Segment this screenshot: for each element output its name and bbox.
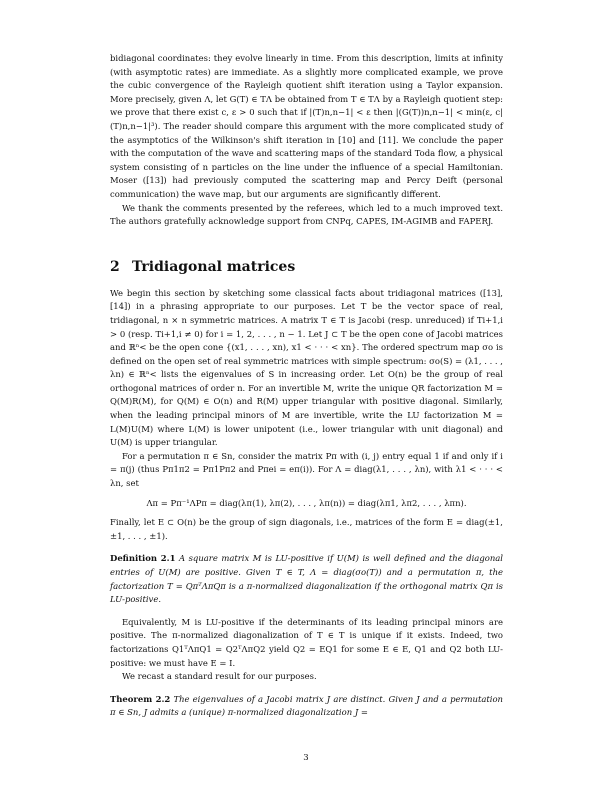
display-equation: Λπ = Pπ⁻¹ΛPπ = diag(λπ(1), λπ(2), . . . , λπ(n)) = diag(λπ1, λπ2, . . . , λπn).: [146, 497, 467, 508]
intro-paragraph: bidiagonal coordinates: they evolve linearly in time. From this description, limits at infinity (with asymptotic rates) are immediate. As a slightly more complicated example, we prove the cubic convergence of the Rayleigh quotient shift iteration using a Taylor expansion. More precisely, given Λ, let G(T) ∈ TΛ be obtained from T ∈ TΛ by a Rayleigh quotient step: we prove that there exist c, ε > 0 such that if |(T)n,n−1| < ε then |(G(T))n,n−1| < min(ε, c|(T)n,n−1|³). The reader should compare this argument with the more complicated study of the asymptotics of the Wilkinson's shift iteration in [10] and [11]. We conclude the paper with the computation of the wave and scattering maps of the standard Toda flow, a physical system consisting of n particles on the line under the influence of a special Hamiltonian. Moser ([13]) had previously computed the scattering map and Percy Deift (personal communication) the wave map, but our arguments are significantly different.: [110, 53, 503, 199]
section-heading: [110, 259, 503, 275]
permutation-paragraph: For a permutation π ∈ Sn, consider the matrix Pπ with (i, j) entry equal 1 if and only if i = π(j) (thus Pπ1π2 = Pπ1Pπ2 and Pπei = eπ(i)). For Λ = diag(λ1, . . . , λn), with λ1 < · · · < λn, set: [110, 450, 503, 489]
theorem-text: The eigenvalues of a Jacobi matrix J are distinct. Given J and a permutation π ∈ Sn, J admits a (unique) π-normalized diagonalization J =: [110, 693, 503, 718]
definition-label: Definition 2.1: [110, 553, 176, 564]
page-number: 3: [303, 753, 309, 763]
definition-block: [110, 552, 503, 606]
theorem-block: [110, 693, 503, 720]
equivalence-paragraph: Equivalently, M is LU-positive if the determinants of its leading principal minors are positive. The π-normalized diagonalization of T ∈ T is unique if it exists. Indeed, two factorizations Q1ᵀΛπQ1 = Q2ᵀΛπQ2 yield Q2 = EQ1 for some E ∈ E, Q1 and Q2 both LU-positive: we must have E = I.: [110, 616, 503, 668]
section-title: Tridiagonal matrices: [132, 258, 296, 275]
section-paragraph: We begin this section by sketching some classical facts about tridiagonal matrices ([13], [14]) in a phrasing appropriate to our purposes. Let T be the vector space of real, tridiagonal, n × n symmetric matrices. A matrix T ∈ T is Jacobi (resp. unreduced) if Ti+1,i > 0 (resp. Ti+1,i ≠ 0) for i = 1, 2, . . . , n − 1. Let J ⊂ T be the open cone of Jacobi matrices and ℝⁿ< be the open cone {(x1, . . . , xn), x1 < · · · < xn}. The ordered spectrum map σo is defined on the open set of real symmetric matrices with simple spectrum: σo(S) = (λ1, . . . , λn) ∈ ℝⁿ< lists the eigenvalues of S in increasing order. Let O(n) be the group of real orthogonal matrices of order n. For an invertible M, write the unique QR factorization M = Q(M)R(M), for Q(M) ∈ O(n) and R(M) upper triangular with positive diagonal. Similarly, when the leading principal minors of M are invertible, write the LU factorization M = L(M)U(M) where L(M) is lower unipotent (i.e., lower triangular with unit diagonal) and U(M) is upper triangular.: [110, 287, 503, 448]
sign-diagonal-paragraph: Finally, let E ⊂ O(n) be the group of sign diagonals, i.e., matrices of the form E = diag(±1, ±1, . . . , ±1).: [110, 517, 503, 541]
acknowledgement-paragraph: We thank the comments presented by the referees, which led to a much improved text. The authors gratefully acknowledge support from CNPq, CAPES, IM-AGIMB and FAPERJ.: [110, 202, 503, 227]
definition-text: A square matrix M is LU-positive if U(M) is well defined and the diagonal entries of U(M) are positive. Given T ∈ T, Λ = diag(σo(T)) and a permutation π, the factorization T = QπᵀΛπQπ is a π-normalized diagonalization if the orthogonal matrix Qπ is LU-positive.: [110, 553, 503, 605]
recast-paragraph: We recast a standard result for our purposes.: [122, 671, 317, 682]
section-number: 2: [110, 258, 120, 275]
paper-page: [110, 52, 503, 720]
theorem-label: Theorem 2.2: [110, 693, 171, 704]
